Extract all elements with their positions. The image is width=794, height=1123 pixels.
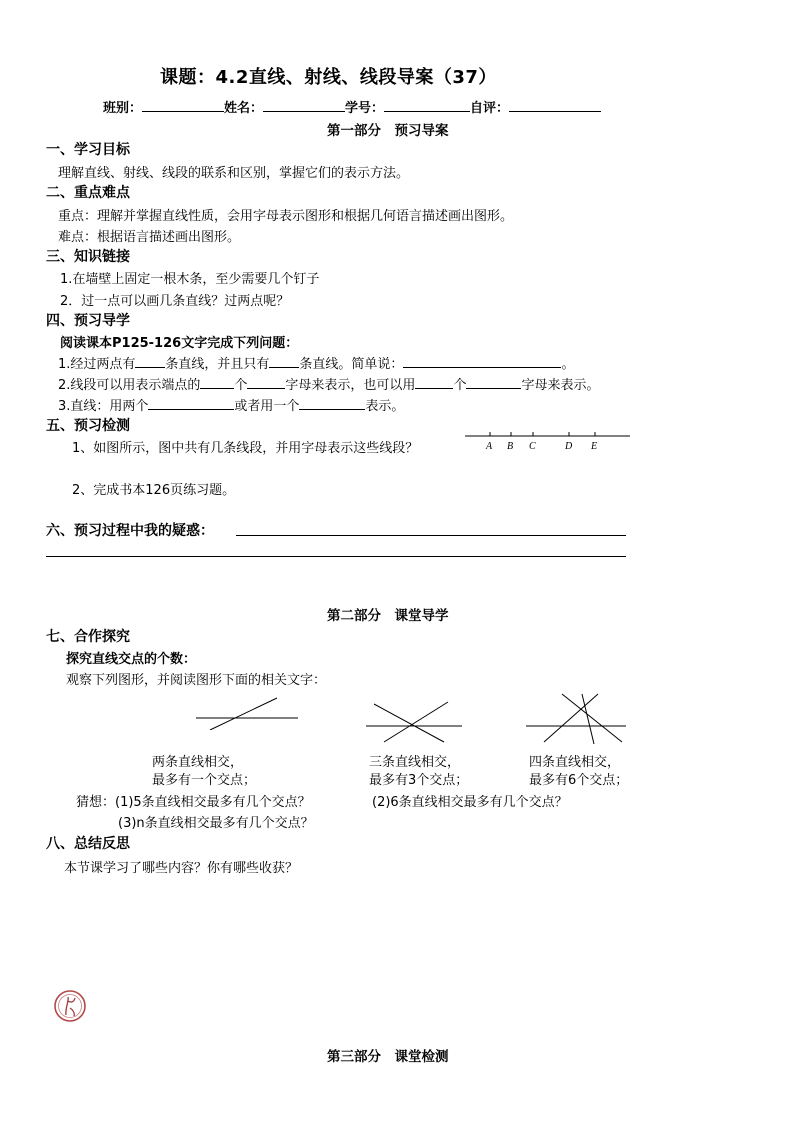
observe-text: 观察下列图形，并阅读图形下面的相关文字： — [66, 673, 327, 688]
key-point-text: 重点：理解并掌握直线性质，会用字母表示图形和根据几何语言描述画出图形。 — [58, 209, 514, 224]
point-label: A — [486, 441, 493, 452]
point-label: E — [591, 441, 598, 452]
guess-question-2: (2)6条直线相交最多有几个交点？ — [372, 795, 568, 810]
point-label: D — [565, 441, 573, 452]
summary-question: 本节课学习了哪些内容？你有哪些收获？ — [64, 861, 299, 876]
name-label: 姓名： — [224, 101, 264, 116]
section7-heading: 七、合作探究 — [46, 629, 130, 645]
link-question-2: 2．过一点可以画几条直线？过两点呢？ — [60, 294, 290, 309]
four-lines-figure — [522, 690, 632, 746]
fig1-caption-1: 两条直线相交， — [152, 755, 244, 770]
check-question-2: 2、完成书本126页练习题。 — [72, 483, 236, 498]
blank[interactable] — [135, 355, 165, 368]
doubt-line-2[interactable] — [46, 556, 626, 557]
three-lines-figure — [362, 690, 467, 746]
part3-heading: 第三部分 课堂检测 — [327, 1049, 449, 1065]
class-blank[interactable] — [142, 99, 224, 112]
doubt-line-1[interactable] — [236, 535, 626, 536]
point-label: C — [529, 441, 536, 452]
difficulty-text: 难点：根据语言描述画出图形。 — [58, 230, 241, 245]
part2-heading: 第二部分 课堂导学 — [327, 608, 449, 624]
fill-line-3: 3.直线：用两个 或者用一个 表示。 — [58, 399, 405, 414]
fig1-caption-2: 最多有一个交点； — [152, 773, 257, 788]
fill-line-2: 2.线段可以用表示端点的 个 字母来表示，也可以用 个 字母来表示。 — [58, 378, 600, 393]
blank[interactable] — [466, 376, 521, 389]
point-label: B — [507, 441, 514, 452]
id-blank[interactable] — [384, 99, 470, 112]
explore-subheading: 探究直线交点的个数： — [66, 652, 197, 667]
blank[interactable] — [269, 355, 299, 368]
section5-heading: 五、预习检测 — [46, 418, 130, 434]
segment-figure — [465, 428, 635, 454]
class-label: 班别： — [103, 101, 143, 116]
eval-label: 自评： — [470, 101, 510, 116]
part1-heading: 第一部分 预习导案 — [327, 123, 449, 139]
reading-instruction: 阅读课本P125-126文字完成下列问题： — [60, 336, 299, 351]
blank[interactable] — [403, 355, 561, 368]
link-question-1: 1.在墙壁上固定一根木条，至少需要几个钉子 — [60, 272, 320, 287]
blank[interactable] — [148, 397, 234, 410]
two-lines-figure — [190, 695, 305, 730]
section2-heading: 二、重点难点 — [46, 185, 130, 201]
blank[interactable] — [415, 376, 453, 389]
guess-question-1: 猜想：(1)5条直线相交最多有几个交点？ — [76, 795, 311, 810]
guess-question-3: (3)n条直线相交最多有几个交点？ — [118, 816, 314, 831]
page-title: 课题：4.2直线、射线、线段导案（37） — [160, 67, 497, 88]
fig2-caption-2: 最多有3个交点； — [369, 773, 469, 788]
section1-heading: 一、学习目标 — [46, 142, 130, 158]
blank[interactable] — [200, 376, 234, 389]
fig3-caption-1: 四条直线相交， — [529, 755, 621, 770]
section8-heading: 八、总结反思 — [46, 836, 130, 852]
check-question-1: 1、如图所示，图中共有几条线段，并用字母表示这些线段？ — [72, 441, 419, 456]
eval-blank[interactable] — [509, 99, 601, 112]
fig3-caption-2: 最多有6个交点； — [529, 773, 629, 788]
id-label: 学号： — [345, 101, 385, 116]
section6-heading: 六、预习过程中我的疑惑： — [46, 523, 214, 539]
student-info-row — [103, 97, 601, 116]
name-blank[interactable] — [263, 99, 345, 112]
section1-text: 理解直线、射线、线段的联系和区别，掌握它们的表示方法。 — [58, 166, 410, 181]
blank[interactable] — [247, 376, 285, 389]
blank[interactable] — [299, 397, 365, 410]
section4-heading: 四、预习导学 — [46, 313, 130, 329]
fig2-caption-1: 三条直线相交， — [369, 755, 461, 770]
fill-line-1: 1.经过两点有 条直线，并且只有 条直线。简单说： 。 — [58, 357, 575, 372]
section3-heading: 三、知识链接 — [46, 249, 130, 265]
school-logo-icon — [53, 988, 87, 1024]
